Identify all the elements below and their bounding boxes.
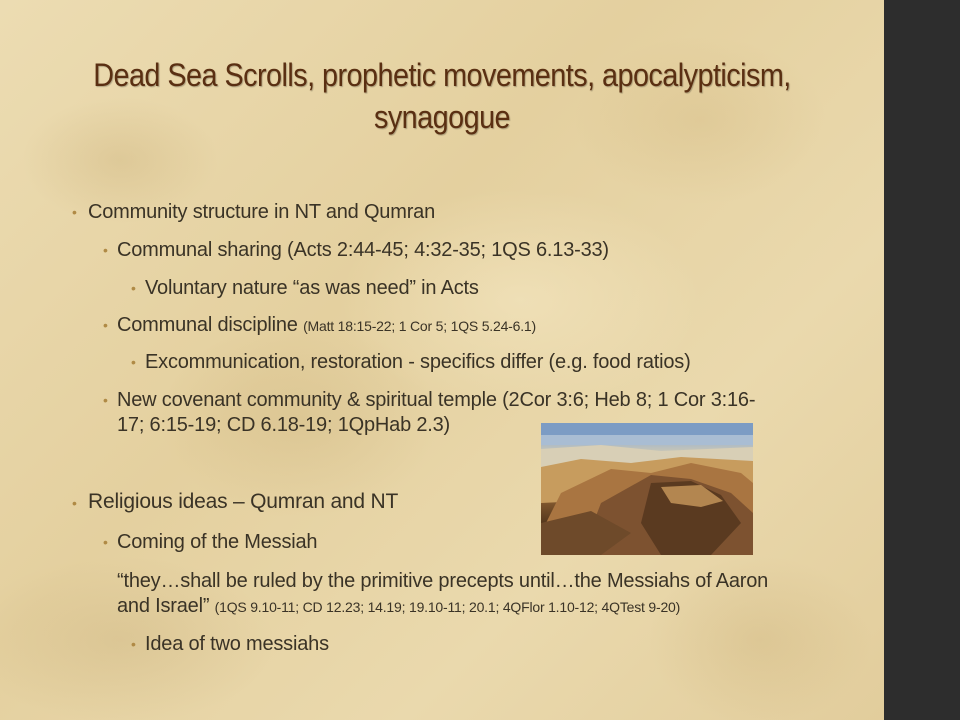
bullet-icon: • [103,534,108,550]
bullet-item: New covenant community & spiritual temple (2Cor 3:6; Heb 8; 1 Cor 3:16- [117,389,756,411]
landscape-photo-icon [541,423,753,555]
bullet-text: Communal discipline [117,314,298,336]
side-panel [884,0,960,720]
bullet-item-continued: 17; 6:15-19; CD 6.18-19; 1QpHab 2.3) [117,414,451,436]
landscape-photo [541,423,753,555]
bullet-icon: • [72,204,77,220]
quote-line: “they…shall be ruled by the primitive precepts until…the Messiahs of Aaron [117,570,769,592]
citation: (1QS 9.10-11; CD 12.23; 14.19; 19.10-11; 20.1; 4QFlor 1.10-12; 4QTest 9-20) [214,599,681,615]
bullet-icon: • [103,317,108,333]
bullet-icon: • [131,280,136,296]
bullet-item [117,313,536,338]
bullet-item: Coming of the Messiah [117,531,318,553]
bullet-item: Religious ideas – Qumran and NT [88,490,399,513]
bullet-item: Communal sharing (Acts 2:44-45; 4:32-35; 1QS 6.13-33) [117,239,609,261]
bullet-icon: • [103,242,108,258]
quote-line-continued [117,594,680,619]
bullet-item: Idea of two messiahs [145,633,329,655]
bullet-item: Voluntary nature “as was need” in Acts [145,277,479,299]
bullet-icon: • [131,636,136,652]
bullet-item: Community structure in NT and Qumran [88,201,435,223]
bullet-icon: • [103,392,108,408]
quote-text: and Israel” [117,595,210,617]
bullet-icon: • [72,495,77,511]
bullet-icon: • [131,354,136,370]
bullet-item: Excommunication, restoration - specifics differ (e.g. food ratios) [145,351,691,373]
citation: (Matt 18:15-22; 1 Cor 5; 1QS 5.24-6.1) [303,318,536,334]
slide-title: Dead Sea Scrolls, prophetic movements, apocalypticism, synagogue [93,57,791,135]
